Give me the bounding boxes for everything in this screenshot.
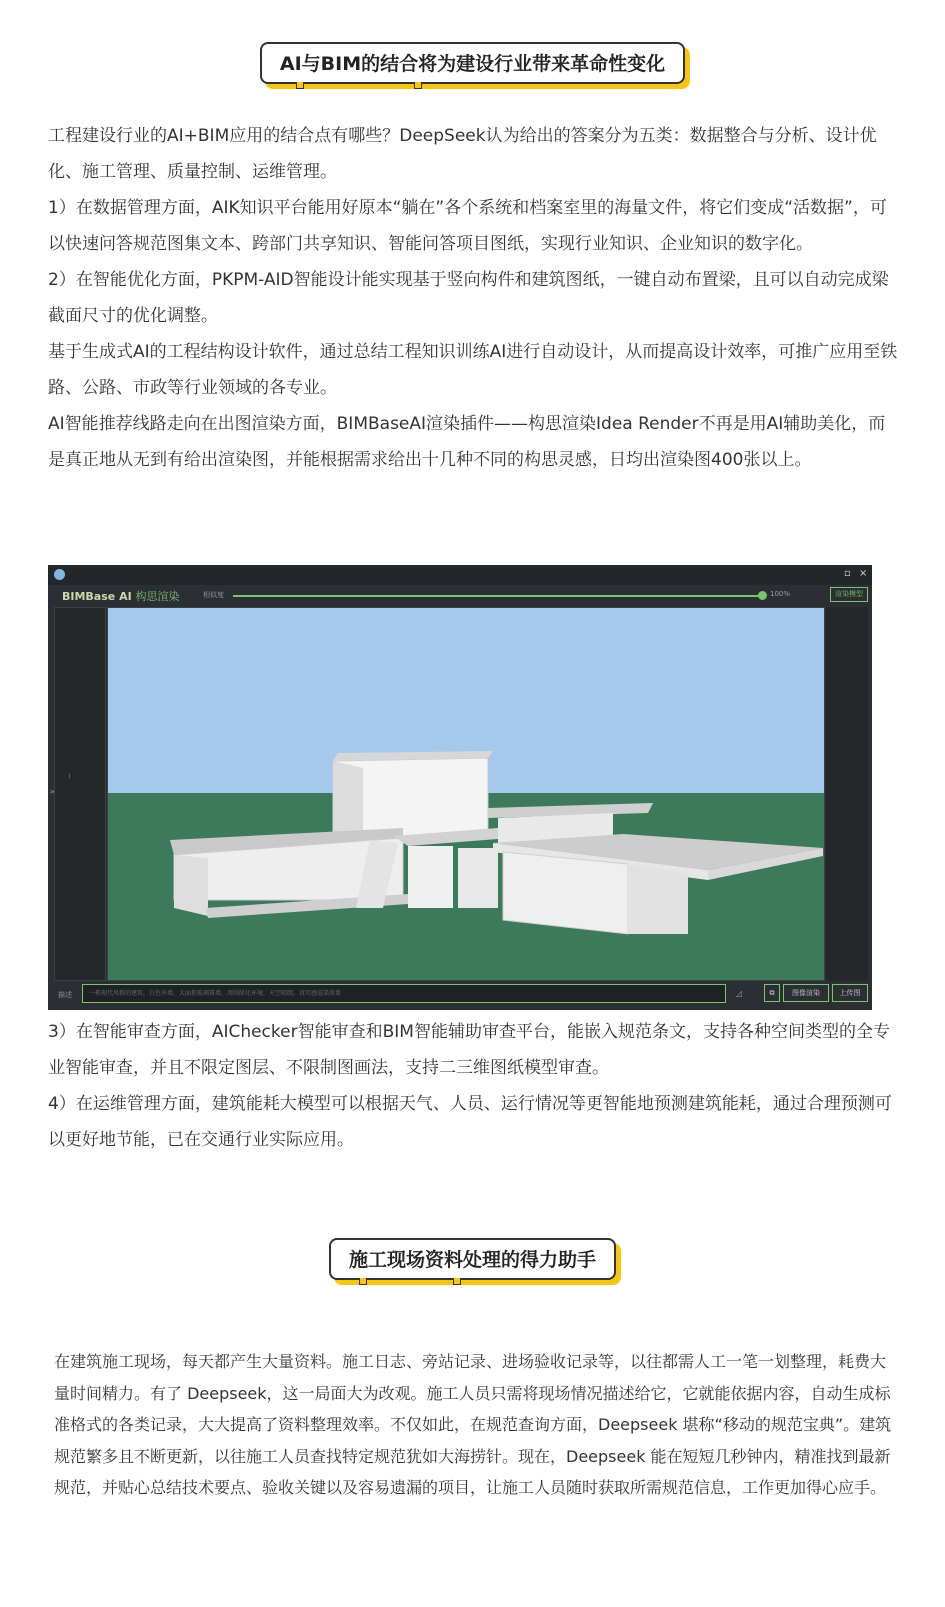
similarity-value: 100% <box>770 590 791 598</box>
section1-body-continued <box>48 1014 898 1158</box>
right-block-front <box>503 852 628 934</box>
heading-tab-right <box>453 1278 461 1285</box>
right-side-panel <box>826 607 868 981</box>
paragraph-smart-review: 3）在智能审查方面，AIChecker智能审查和BIM智能辅助审查平台，能嵌入规范条文，支持各种空间类型的全专业智能审查，并且不限定图层、不限制图画法，支持二三维图纸模型审查。 <box>48 1022 890 1078</box>
similarity-slider-thumb[interactable] <box>758 591 767 600</box>
section2-heading <box>329 1238 616 1280</box>
paragraph-data-management: 1）在数据管理方面，AIK知识平台能用好原本“躺在”各个系统和档案室里的海量文件，将它们变成“活数据”，可以快速问答规范图集文本、跨部门共享知识、智能问答项目图纸，实现行业知识、企业知识的数字化。 <box>48 198 887 254</box>
section1-heading-wrap <box>0 42 945 84</box>
building-render <box>108 608 825 981</box>
paragraph-smart-optimization: 2）在智能优化方面，PKPM-AID智能设计能实现基于竖向构件和建筑图纸，一键自动布置梁，且可以自动完成梁截面尺寸的优化调整。 <box>48 270 889 326</box>
clear-icon[interactable]: ◿ <box>736 989 743 998</box>
close-icon[interactable]: × <box>859 568 868 579</box>
panel-handle-icon[interactable]: ⁝ <box>68 772 71 781</box>
heading-tab-left <box>296 82 304 89</box>
similarity-slider-track[interactable] <box>233 595 763 597</box>
app-brand <box>62 588 180 604</box>
expand-arrow-icon[interactable]: » <box>50 787 55 796</box>
app-toolbar <box>48 585 872 605</box>
center-block <box>458 848 498 908</box>
similarity-label: 相似度 <box>203 591 224 599</box>
section1-heading <box>260 42 685 84</box>
minimize-icon[interactable]: ▫ <box>844 568 851 579</box>
upload-image-button[interactable]: 上传图 <box>832 984 868 1002</box>
prompt-label: 描述 <box>58 991 72 999</box>
section1-body <box>48 118 898 478</box>
heading-tab-right <box>414 82 422 89</box>
section2-heading-wrap <box>0 1238 945 1280</box>
paragraph-operations: 4）在运维管理方面，建筑能耗大模型可以根据天气、人员、运行情况等更智能地预测建筑能耗，通过合理预测可以更好地节能，已在交通行业实际应用。 <box>48 1094 892 1150</box>
app-bottom-bar <box>48 981 872 1010</box>
image-render-button[interactable]: 图像渲染 <box>783 984 829 1002</box>
paragraph-rendering: AI智能推荐线路走向在出图渲染方面，BIMBaseAI渲染插件——构思渲染Idea Render不再是用AI辅助美化，而是真正地从无到有给出渲染图，并能根据需求给出十几种不同的构思灵感，日均出渲染图400张以上。 <box>48 414 886 470</box>
right-block-side <box>628 864 688 934</box>
app-logo-icon <box>54 569 65 580</box>
heading-tab-left <box>359 1278 367 1285</box>
app-brand-sub: 构思渲染 <box>135 590 180 603</box>
render-viewport <box>107 607 825 981</box>
section2-heading-text: 施工现场资料处理的得力助手 <box>348 1249 596 1271</box>
center-wall <box>408 846 453 908</box>
copy-button[interactable]: ⧉ <box>764 984 780 1002</box>
paragraph-generative-ai: 基于生成式AI的工程结构设计软件，通过总结工程知识训练AI进行自动设计，从而提高设计效率，可推广应用至铁路、公路、市政等行业领域的各专业。 <box>48 342 898 398</box>
section2-body <box>54 1346 892 1504</box>
app-brand-name: BIMBase AI <box>62 590 132 603</box>
left-side-panel <box>54 607 106 981</box>
bimbase-render-screenshot <box>48 565 872 1010</box>
app-titlebar <box>48 565 872 585</box>
paragraph-site-documents: 在建筑施工现场，每天都产生大量资料。施工日志、旁站记录、进场验收记录等，以往都需人工一笔一划整理，耗费大量时间精力。有了 Deepseek，这一局面大为改观。施工人员只需将现场情况描述给它，它就能依据内容，自动生成标准格式的各类记录，大大提高了资料整理效率。不仅如此，在规范查询方面，Deepseek 堪称“移动的规范宝典”。建筑规范繁多且不断更新，以往施工人员查找特定规范犹如大海捞针。现在，Deepseek 能在短短几秒钟内，精准找到最新规范，并贴心总结技术要点、验收关键以及容易遗漏的项目，让施工人员随时获取所需规范信息，工作更加得心应手。 <box>54 1352 892 1497</box>
prompt-input[interactable]: 一栋现代风格的建筑，白色外墙，大面积玻璃幕墙，周围绿化环境，天空晴朗，真实感渲染效果 <box>82 984 726 1003</box>
render-model-button[interactable]: 渲染模型 <box>830 587 868 602</box>
left-wing-end <box>174 855 208 916</box>
paragraph-intro: 工程建设行业的AI+BIM应用的结合点有哪些？DeepSeek认为给出的答案分为五类：数据整合与分析、设计优化、施工管理、质量控制、运维管理。 <box>48 126 877 182</box>
section1-heading-text: AI与BIM的结合将为建设行业带来革命性变化 <box>279 53 666 75</box>
